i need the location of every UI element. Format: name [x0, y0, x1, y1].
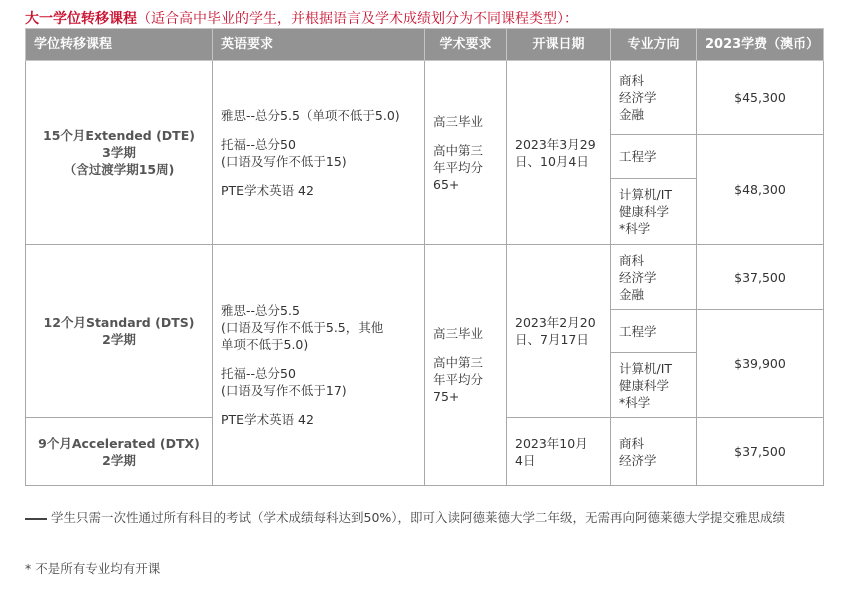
fee-cell-dts-business: $37,500 [697, 245, 824, 310]
english-cell-dts: 雅思--总分5.5 (口语及写作不低于5.5，其他 单项不低于5.0) 托福--总分50 (口语及写作不低于17) PTE学术英语 42 [213, 245, 425, 486]
fee-cell-dte-engineering: $48,300 [697, 135, 824, 245]
major-cell-dte-engineering: 工程学 [611, 135, 697, 179]
col-header-academic: 学术要求 [425, 29, 507, 61]
major-cell-dte-it: 计算机/IT 健康科学 *科学 [611, 179, 697, 245]
academic-cell-dts: 高三毕业 高中第三 年平均分 75+ [425, 245, 507, 486]
footnote-exam: 学生只需一次性通过所有科目的考试（学术成绩每科达到50%），即可入读阿德莱德大学二年级，无需再向阿德莱德大学提交雅思成绩 [25, 509, 825, 527]
fee-cell-dts-engineering: $39,900 [697, 310, 824, 418]
col-header-fee: 2023学费（澳币） [697, 29, 824, 61]
table-header-row [26, 29, 824, 61]
col-header-program: 学位转移课程 [26, 29, 213, 61]
table-row [26, 61, 824, 135]
major-cell-dts-engineering: 工程学 [611, 310, 697, 353]
footnote-majors: * 不是所有专业均有开课 [25, 561, 161, 576]
fee-cell-dtx: $37,500 [697, 418, 824, 486]
english-cell-dte: 雅思--总分5.5（单项不低于5.0) 托福--总分50 (口语及写作不低于15) PTE学术英语 42 [213, 61, 425, 245]
major-cell-dts-business: 商科 经济学 金融 [611, 245, 697, 310]
academic-cell-dte: 高三毕业 高中第三 年平均分 65+ [425, 61, 507, 245]
date-cell-dte: 2023年3月29 日、10月4日 [507, 61, 611, 245]
col-header-major: 专业方向 [611, 29, 697, 61]
major-cell-dts-it: 计算机/IT 健康科学 *科学 [611, 353, 697, 418]
program-cell-dtx: 9个月Accelerated (DTX) 2学期 [26, 418, 213, 486]
program-cell-dte: 15个月Extended (DTE) 3学期 （含过渡学期15周) [26, 61, 213, 245]
fee-cell-dte-business: $45,300 [697, 61, 824, 135]
date-cell-dtx: 2023年10月 4日 [507, 418, 611, 486]
major-cell-dtx: 商科 经济学 [611, 418, 697, 486]
section-heading [25, 8, 578, 28]
col-header-start-date: 开课日期 [507, 29, 611, 61]
date-cell-dts: 2023年2月20 日、7月17日 [507, 245, 611, 418]
heading-title: 大一学位转移课程 [25, 11, 137, 27]
dash-marker [25, 518, 47, 520]
major-cell-dte-business: 商科 经济学 金融 [611, 61, 697, 135]
col-header-english: 英语要求 [213, 29, 425, 61]
table-row [26, 245, 824, 310]
program-table [25, 28, 824, 486]
program-cell-dts: 12个月Standard (DTS) 2学期 [26, 245, 213, 418]
heading-subtitle: （适合高中毕业的学生，并根据语言及学术成绩划分为不同课程类型）： [137, 11, 578, 27]
